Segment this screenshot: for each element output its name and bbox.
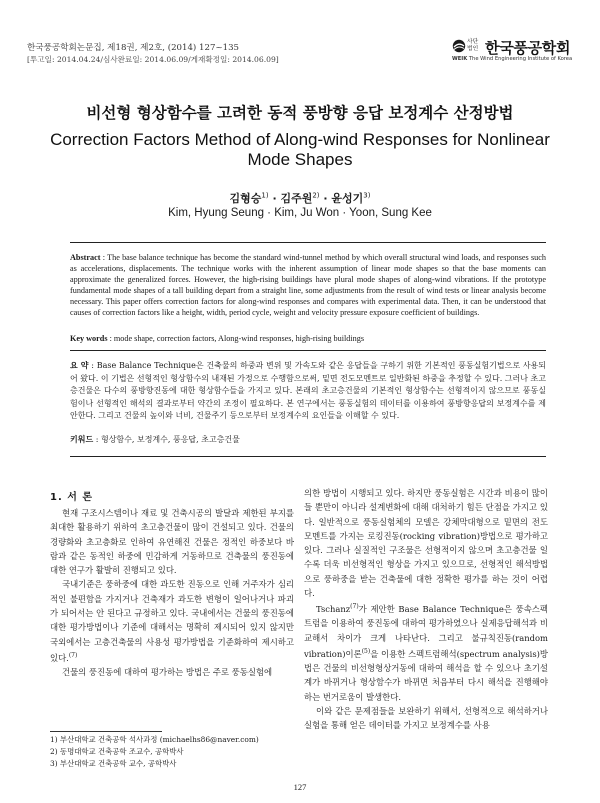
footnote-divider: [50, 731, 162, 732]
korean-keywords-label: 키워드: [70, 434, 94, 444]
title-korean: 비선형 형상함수를 고려한 동적 풍방향 응답 보정계수 산정방법: [86, 104, 514, 122]
divider-middle: [70, 350, 546, 351]
divider-top: [70, 242, 546, 243]
keywords-text: mode shape, correction factors, Along-wind responses, high-rising buildings: [113, 334, 365, 343]
authors-korean: 김형승$^{1)}$ · 김주원$^{2)}$ · 윤성기$^{3)}$: [229, 191, 371, 205]
footnote: 2) 동명대학교 건축공학 조교수, 공학박사: [50, 747, 184, 756]
body-column-right: [304, 486, 548, 733]
keywords-korean: 키워드 : 형상함수, 보정계수, 풍응답, 초고층건물: [70, 434, 240, 444]
logo-society-name: 한국풍공학회: [485, 39, 571, 57]
divider-bottom: [70, 456, 546, 457]
paragraph: Tschanz$^{(7)}$가 제안한 Base Balance Technique은 풍속스펙트럼을 이용하여 풍진동에 대하여 평가하였으나 실제응답해석과 비교해서 차이가 크게 나타난다. 그리고 불규칙진동(random vibration)이론$^{(5)}$을 이용한 스펙트럼해석(spectrum analysis)방법은 건물의 비선형형상거동에 대하여 해석을 할 수 있으나 초기설계가 바뀌거나 형상함수가 바뀌면 처음부터 다시 해석을 진행해야 하는 번거로움이 발생한다.: [304, 603, 548, 702]
korean-abstract-text: Base Balance Technique은 건축물의 하중과 변위 및 가속도와 같은 응답들을 구하기 위한 기본적인 풍동실험기법으로 사용되어 왔다. 이 기법은 선형적인 형상함수의 내재된 가정으로 수행함으로써, 밑면 전도모멘트로 일반화된 하중을 추정할 수 있다. 그러나 초고층건물은 다수의 풍방향진동에 대한 형상함수들을 가지고 있다. 본래의 초고층건물의 기본적인 형상함수는 선형적이지 않으므로 풍동실험이나 선형적인 해석의 결과로부터 약간의 조정이 필요하다. 본 연구에서는 풍동실험의 데이터를 이용하여 풍방향응답의 보정계수를 제안한다. 그리고 건물의 높이와 너비, 건물주기 등으로부터 보정계수의 요인들을 이해할 수 있다.: [70, 361, 547, 420]
title-english: Correction Factors Method of Along-wind Responses for Nonlinear Mode Shapes: [50, 130, 550, 169]
submission-dates: [투고일: 2014.04.24/심사완료일: 2014.06.09/게재확정일: 2014.06.09]: [27, 55, 279, 64]
footnote: 3) 부산대학교 건축공학 교수, 공학박사: [50, 759, 177, 768]
footnotes: [50, 734, 259, 770]
korean-abstract-label: 요 약: [70, 360, 89, 370]
abstract-label: Abstract: [70, 253, 101, 262]
paragraph: 국내기준은 풍하중에 대한 과도한 진동으로 인해 거주자가 심리적인 불편함을 가지거나 건축재가 과도한 변형이 일어나거나 파괴가 되어서는 안 된다고 규정하고 있다. 국내에서는 건물의 풍진동에 대한 평가방법이나 기준에 대해서는 명확히 제시되어 있지 않지만 국외에서는 고층건축물의 사용성 평가방법을 기준화하여 제시하고 있다.$^{(7)}$: [50, 579, 294, 663]
korean-keywords-text: 형상함수, 보정계수, 풍응답, 초고층건물: [100, 435, 240, 444]
abstract-text: The base balance technique has become the standard wind-tunnel method by which overall structural wind loads, and responses such as accelerations, displacements. The technique works with the inherent assumption of linear mode shapes so that the base moments can approximate the generalized forces. However, the high-rising buildings have plural mode shapes of along-wind vibrations. If the prototype fundamental mode shapes of a tall building depart from a straight line, some adjustments from the result of wind tests or linear analysis become necessary. This paper offers correction factors for along-wind responses and compares with experimental data. Then, it can be understood that causes of correction factors like a height, width, period cycle, weight and velocity pressure exposure coefficient of buildings.: [70, 253, 546, 317]
abstract-english: Abstract : The base balance technique has become the standard wind-tunnel method by which overall structural wind loads, and responses such as accelerations, displacements. The technique works with the inherent assumption of linear mode shapes so that the base moments can approximate the generalized forces. However, the high-rising buildings have plural mode shapes of along-wind vibrations. If the prototype fundamental mode shapes of a tall building depart from a straight line, some adjustments from the result of wind tests or linear analysis become necessary. This paper offers correction factors for along-wind responses and compares with experimental data. Then, it can be understood that causes of correction factors like a height, width, period cycle, weight and velocity pressure exposure coefficient of buildings.: [70, 253, 546, 317]
paragraph: 현재 구조시스템이나 재료 및 건축시공의 발달과 제한된 부지를 최대한 활용하기 위하여 초고층건물이 많이 건설되고 있다. 건물의 경량화와 초고층화로 인하여 유연해진 건물은 정적인 하중보다 바람과 같은 동적인 하중에 민감하게 거동하므로 건축물의 풍진동에 대한 연구가 활발히 진행되고 있다.: [50, 508, 294, 576]
paragraph: 의한 방법이 시행되고 있다. 하지만 풍동실험은 시간과 비용이 많이 들 뿐만이 아니라 설계변화에 대해 대처하기 힘든 단점을 가지고 있다. 일반적으로 풍동실험체의 모델은 강체막대형으로 밑면의 전도모멘트를 가지는 로킹진동(rocking vibration)방법으로 평가하고 있다. 그러나 실질적인 구조물은 선형적이지 않으며 초고층건물 일수록 더욱 비선형적인 형상을 가지고 있으므로, 선형적인 해석방법으로 풍하중을 받는 건축물에 대한 정확한 평가를 하는 것이 어렵다.: [304, 488, 548, 599]
logo-org-type: 사단 법인: [467, 39, 479, 52]
paragraph: 건물의 풍진동에 대하여 평가하는 방법은 주로 풍동실험에: [62, 667, 273, 678]
journal-citation: 한국풍공학회논문집, 제18권, 제2호, (2014) 127~135: [27, 43, 240, 53]
footnote: 1) 부산대학교 건축공학 석사과정 (michaelhs86@naver.com): [50, 735, 259, 744]
section-heading-introduction: 1. 서 론: [50, 492, 94, 503]
body-column-left: [50, 506, 294, 679]
society-logo: [452, 37, 580, 67]
logo-english-name: WEIK The Wind Engineering Institute of Korea: [452, 56, 573, 62]
page-number: 127: [293, 782, 307, 792]
paragraph: 이와 같은 문제점들을 보완하기 위해서, 선형적으로 해석하거나 실험을 통해 얻은 데이터를 가지고 보정계수를 사용: [304, 706, 548, 731]
society-logo-icon: [452, 39, 466, 53]
abstract-korean: 요 약 : Base Balance Technique은 건축물의 하중과 변위 및 가속도와 같은 응답들을 구하기 위한 기본적인 풍동실험기법으로 사용되어 왔다. 이 기법은 선형적인 형상함수의 내재된 가정으로 수행함으로써, 밑면 전도모멘트로 일반화된 하중을 추정할 수 있다. 그러나 초고층건물은 다수의 풍방향진동에 대한 형상함수들을 가지고 있다. 본래의 초고층건물의 기본적인 형상함수는 선형적이지 않으므로 풍동실험이나 선형적인 해석의 결과로부터 약간의 조정이 필요하다. 본 연구에서는 풍동실험의 데이터를 이용하여 풍방향응답의 보정계수를 제안한다. 그리고 건물의 높이와 너비, 건물주기 등으로부터 보정계수의 요인들을 이해할 수 있다.: [70, 360, 547, 420]
keywords-label: Key words: [70, 334, 108, 343]
authors-english: Kim, Hyung Seung · Kim, Ju Won · Yoon, Sung Kee: [168, 207, 432, 219]
keywords-english: Key words : mode shape, correction factors, Along-wind responses, high-rising buildings: [70, 334, 365, 343]
